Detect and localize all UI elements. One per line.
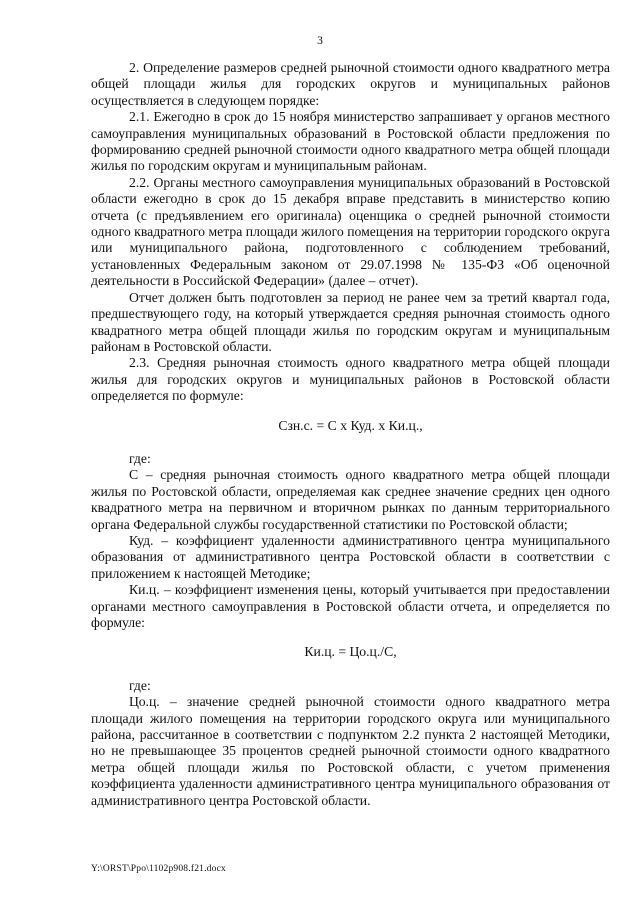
where-label-1: где: bbox=[129, 450, 151, 466]
where-label-2: где: bbox=[129, 677, 151, 693]
paragraph-2-2: 2.2. Органы местного самоуправления муниципальных образований в Ростовской области ежегодно в срок до 15 декабря вправе представить в министерство копию отчета (с предъявлением его оригинала) оценщика о средней рыночной стоимости одного квадратного метра площади жилого помещения на территории городского округа или муниципального района, подготовленного с соблюдением требований, установленных Федеральным законом от 29.07.1998 № 135-ФЗ «Об оценочной деятельности в Российской Федерации» (далее – отчет). bbox=[91, 174, 610, 289]
paragraph-2-1: 2.1. Ежегодно в срок до 15 ноября министерство запрашивает у органов местного самоуправления муниципальных образований в Ростовской области предложения по формированию средней рыночной стоимости одного квадратного метра общей площади жилья по городским округам и муниципальным районам. bbox=[91, 109, 610, 174]
formula-average-cost: Сзн.с. = С х Куд. х Ки.ц., bbox=[278, 417, 423, 433]
definition-kic: Ки.ц. – коэффициент изменения цены, который учитывается при предоставлении органами местного самоуправления в Ростовской области отчета, и определяется по формуле: bbox=[91, 582, 610, 630]
document-body bbox=[91, 60, 610, 809]
paragraph-2-3: 2.3. Средняя рыночная стоимость одного квадратного метра общей площади жилья для городских округов и муниципальных районов в Ростовской области определяется по формуле: bbox=[91, 355, 610, 404]
definition-kud: Куд. – коэффициент удаленности административного центра муниципального образования от административного центра Ростовской области в соответствии с приложением к настоящей Методике; bbox=[91, 532, 610, 581]
paragraph-report-period: Отчет должен быть подготовлен за период не ранее чем за третий квартал года, предшествующего году, на который утверждается средняя рыночная стоимость одного квадратного метра общей площади жилья по городским округам и муниципальным районам в Ростовской области. bbox=[91, 289, 610, 354]
formula-price-coefficient: Ки.ц. = Цо.ц./С, bbox=[304, 644, 397, 660]
definition-c: С – средняя рыночная стоимость одного квадратного метра общей площади жилья по Ростовской области, определяемая как среднее значение средних цен одного квадратного метра на первичном и вторичном рынках по данным территориального органа Федеральной службы государственной статистики по Ростовской области; bbox=[91, 467, 610, 532]
file-path-footer: Y:\ORST\Ppo\1102p908.f21.docx bbox=[91, 864, 226, 874]
definition-tsoc: Цо.ц. – значение средней рыночной стоимости одного квадратного метра площади жилого помещения на территории городского округа или муниципального района, рассчитанное в соответствии с подпунктом 2.2 пункта 2 настоящей Методики, но не превышающее 35 процентов средней рыночной стоимости одного квадратного метра общей площади жилья по Ростовской области, с учетом применения коэффициента удаленности административного центра муниципального образования от административного центра Ростовской области. bbox=[91, 694, 610, 808]
paragraph-2: 2. Определение размеров средней рыночной стоимости одного квадратного метра общей площади жилья для городских округов и муниципальных районов осуществляется в следующем порядке: bbox=[91, 60, 610, 108]
page-number: 3 bbox=[317, 35, 323, 47]
